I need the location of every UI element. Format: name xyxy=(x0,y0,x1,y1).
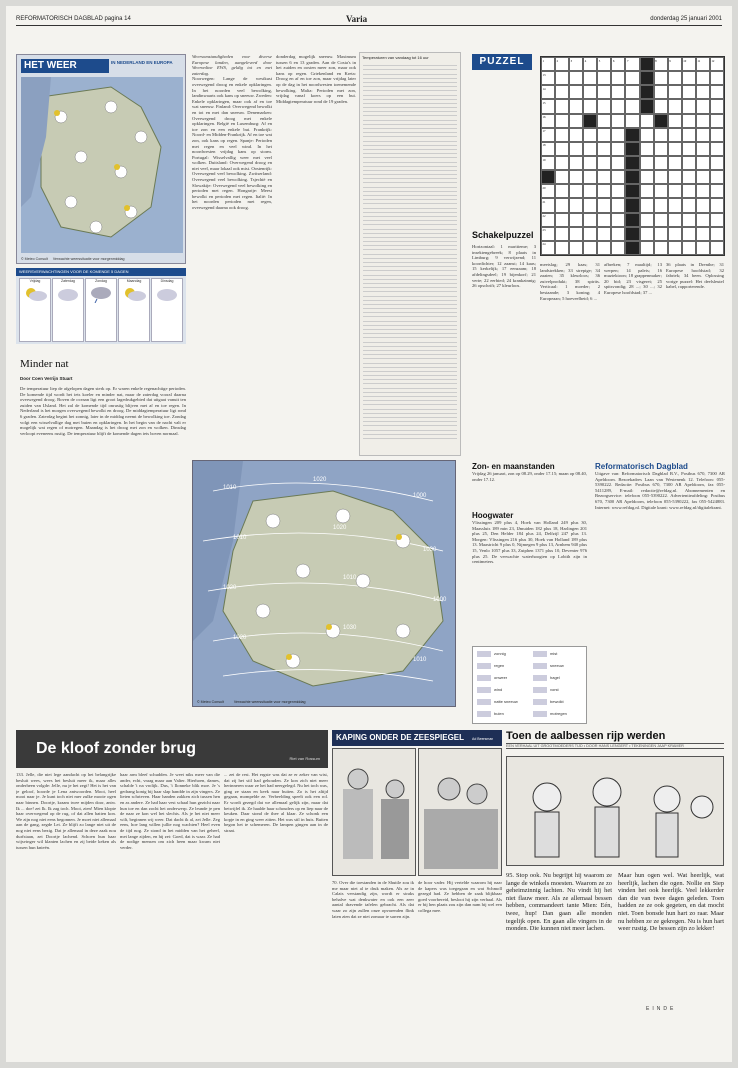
grid-cell[interactable] xyxy=(611,114,625,128)
grid-cell[interactable] xyxy=(654,227,668,241)
grid-cell[interactable] xyxy=(696,227,710,241)
isobar-label: 1010 xyxy=(343,575,357,581)
legend-item: vorst xyxy=(533,687,559,693)
newspaper-page xyxy=(6,6,732,1062)
grid-cell[interactable] xyxy=(682,241,696,255)
legend-symbol-icon xyxy=(477,699,491,705)
grid-cell[interactable] xyxy=(696,128,710,142)
serial-author: Riet van Rossum xyxy=(289,756,320,761)
grid-cell[interactable] xyxy=(640,184,654,198)
grid-cell[interactable] xyxy=(710,142,724,156)
sun-moon-title: Zon- en maanstanden xyxy=(472,462,555,471)
isobar-label: 1000 xyxy=(413,493,427,499)
grid-cell[interactable] xyxy=(583,156,597,170)
grid-cell[interactable] xyxy=(625,128,639,142)
legend-item: motregen xyxy=(533,711,567,717)
grid-cell[interactable] xyxy=(583,71,597,85)
colophon xyxy=(595,462,725,721)
europe-weather-map xyxy=(192,460,456,707)
grid-cell[interactable] xyxy=(611,156,625,170)
end-marker: EINDE xyxy=(646,1006,677,1012)
isobar-label: 1030 xyxy=(423,547,437,553)
grid-cell[interactable] xyxy=(597,227,611,241)
forecast-day-4: Maandag xyxy=(118,278,150,342)
isobar-label: 1000 xyxy=(433,597,447,603)
sun-moon-text: Vrijdag 26 januari, zon op 08.29, onder 17.15; maan op 08.40, onder 17.12. xyxy=(472,471,587,482)
grid-cell[interactable] xyxy=(710,184,724,198)
grid-cell[interactable]: 16 xyxy=(541,114,555,128)
comic-banner-kaping: KAPING ONDER DE ZEESPIEGEL Ad Beersman xyxy=(332,730,502,746)
grid-cell[interactable] xyxy=(555,128,569,142)
grid-cell[interactable] xyxy=(640,114,654,128)
grid-cell[interactable] xyxy=(668,85,682,99)
puzzle-logo: PUZZEL xyxy=(472,54,532,70)
grid-cell[interactable]: 15 xyxy=(541,99,555,113)
grid-cell[interactable] xyxy=(597,71,611,85)
grid-cell[interactable] xyxy=(710,170,724,184)
grid-cell[interactable] xyxy=(555,213,569,227)
article-body: De temperatuur liep de afgelopen dagen sterk op. Er waren enkele regenachtige perioden. De komende tijd wordt het iets koeler en minder nat, maar de zaterdag vooral daarna overwegend droog. Boven de oceaan ligt een groot lagedrukgebied dat uitgaat vanuit ten zuiden van IJsland. Het zal de komende tijd onrustig blijven met af en toe regen. In Nederland is het morgen overwegend bewolkt en droog. De middagtemperatuur ligt rond 6 graden. Zaterdag begint het zonnig, later in de middag neemt de bewolking toe. Zondag volgt een wisselvallige dag met buien en opklaringen. In het begin van de nacht valt er mogelijk wat regen of motregen. Maandag is het droog met zon en wolken. Dinsdag verloopt eveneens rustig. De temperatuur blijft de komende dagen iets boven normaal. xyxy=(20,386,186,436)
toon-subtitle: EEN VERHAAL UIT GROOTMOEDERS TIJD • DOOR HANS LENGERT • TEKENINGEN JAAP KRAMER xyxy=(506,743,724,749)
grid-cell[interactable] xyxy=(640,227,654,241)
grid-cell[interactable] xyxy=(597,142,611,156)
kloof-col3: ... zei de rest. Het ergste was dat ze er zeker van wist, dat zij het stil had gehouden. Ze kon zich niet meer herinneren waar ze het had neergelegd. Nu het toch was, ging ze staan en keek naar buiten. Zo is het altijd gegaan, mompelde ze. Verbeelding speelt ook een rol. Er wordt gezegd dat we allemaal gelijk zijn, maar dat betwijfel ik. Ze haalde haar schouders op en liep naar de keuken. Daar stond de thee al klaar. Ze schonk een kopje in en ging weer zitten. Het was stil in huis. Buiten begon het te schemeren. De lampen gingen aan in de straat. xyxy=(224,772,328,833)
grid-cell[interactable] xyxy=(583,99,597,113)
legend-symbol-icon xyxy=(477,687,491,693)
legend-item: mist xyxy=(533,651,557,657)
grid-cell[interactable] xyxy=(583,128,597,142)
grid-cell[interactable] xyxy=(583,213,597,227)
grid-cell[interactable] xyxy=(569,213,583,227)
puzzle-clues-4: 36 plaats in Drenthe; 31 Europese hoofdstad; 32 fabriek; 34 been. Oplossing vorige puzzel: Het deelsleutel kabel, rapporterende. xyxy=(666,262,724,290)
comic-illustration xyxy=(333,749,417,877)
grid-cell[interactable] xyxy=(640,71,654,85)
grid-cell[interactable] xyxy=(611,241,625,255)
grid-cell[interactable] xyxy=(625,227,639,241)
grid-cell[interactable] xyxy=(597,128,611,142)
grid-cell[interactable]: 6 xyxy=(611,57,625,71)
grid-cell[interactable] xyxy=(696,99,710,113)
grid-cell[interactable] xyxy=(597,99,611,113)
grid-cell[interactable] xyxy=(625,114,639,128)
grid-cell[interactable] xyxy=(597,198,611,212)
grid-cell[interactable] xyxy=(654,156,668,170)
grid-cell[interactable] xyxy=(710,128,724,142)
table-title: Temperaturen van vandaag tot 16 uur xyxy=(362,55,429,60)
grid-cell[interactable] xyxy=(625,241,639,255)
grid-cell[interactable] xyxy=(682,213,696,227)
kaping-col2: de hoor vader. Hij vertelde waarom hij naar de kapers was toegegaan en wat Schmoll gezegd had. Ze hebben de zaak blijkbaar goed voorbereid, besloot hij zijn verhaal. Als er bij hen plaats zou zijn dan nam hij wel een collega mee. xyxy=(418,880,502,913)
grid-cell[interactable]: 8 xyxy=(654,57,668,71)
colophon-title: Reformatorisch Dagblad xyxy=(595,462,688,471)
article-byline: Door Coen Verrijn Stuart xyxy=(20,376,73,381)
grid-cell[interactable] xyxy=(710,114,724,128)
grid-cell[interactable]: 1 xyxy=(541,57,555,71)
grid-cell[interactable] xyxy=(569,227,583,241)
grid-cell[interactable] xyxy=(682,99,696,113)
grid-cell[interactable] xyxy=(682,142,696,156)
grid-cell[interactable] xyxy=(654,114,668,128)
grid-cell[interactable] xyxy=(640,241,654,255)
grid-cell[interactable] xyxy=(569,241,583,255)
grid-cell[interactable] xyxy=(611,128,625,142)
grid-cell[interactable] xyxy=(625,184,639,198)
grid-cell[interactable]: 23 xyxy=(541,227,555,241)
children-illustration xyxy=(507,757,725,867)
grid-cell[interactable] xyxy=(583,85,597,99)
grid-cell[interactable] xyxy=(583,198,597,212)
legend-symbol-icon xyxy=(477,663,491,669)
grid-cell[interactable] xyxy=(597,213,611,227)
legend-item: regen xyxy=(477,663,504,669)
grid-cell[interactable] xyxy=(668,198,682,212)
legend-item: buien xyxy=(477,711,504,717)
netherlands-weather-map xyxy=(21,77,183,253)
grid-cell[interactable] xyxy=(654,71,668,85)
grid-cell[interactable] xyxy=(625,170,639,184)
grid-cell[interactable] xyxy=(682,114,696,128)
grid-cell[interactable] xyxy=(682,170,696,184)
grid-cell[interactable]: 19 xyxy=(541,156,555,170)
grid-cell[interactable]: 9 xyxy=(668,57,682,71)
legend-symbol-icon xyxy=(477,711,491,717)
grid-cell[interactable] xyxy=(710,213,724,227)
serial-title: De kloof zonder brug xyxy=(36,740,196,757)
grid-cell[interactable] xyxy=(583,170,597,184)
header-date: donderdag 25 januari 2001 xyxy=(650,16,722,22)
legend-symbol-icon xyxy=(533,651,547,657)
grid-cell[interactable] xyxy=(611,170,625,184)
grid-cell[interactable]: 12 xyxy=(710,57,724,71)
grid-cell[interactable] xyxy=(710,241,724,255)
five-day-forecast xyxy=(16,276,186,344)
grid-cell[interactable] xyxy=(696,114,710,128)
forecast-bar: WEERSVERWACHTINGEN VOOR DE KOMENDE 5 DAGEN xyxy=(16,268,186,276)
puzzle-clues-1: Horizontaal: 1 maritieme; 3 insektengebreek; 8 plaats in Limburg; 9 verwijzend; 11 koordichter; 12 zaanst; 14 kaas; 15 kerkelijk; 17 eenzaam; 18 afdelingsdeel; 19 bijenkorf; 21 verte; 22 eerbied; 24 krankzinnig; 26 opschrift; 27 kleurloos. xyxy=(472,244,536,289)
grid-cell[interactable] xyxy=(625,85,639,99)
section-title: Varia xyxy=(346,14,368,24)
grid-cell[interactable] xyxy=(569,71,583,85)
grid-cell[interactable]: 18 xyxy=(541,142,555,156)
grid-cell[interactable]: 2 xyxy=(555,57,569,71)
grid-cell[interactable] xyxy=(668,184,682,198)
comic-illustration xyxy=(419,749,503,877)
serial-banner-kloof xyxy=(16,730,328,768)
grid-cell[interactable] xyxy=(625,213,639,227)
grid-cell[interactable] xyxy=(625,71,639,85)
grid-cell[interactable]: 5 xyxy=(597,57,611,71)
colophon-text: Uitgave van: Reformatorisch Dagblad B.V., Postbus 670, 7300 AR Apeldoorn. Bezoekadres Laan van Westenenk 12. Telefoon: 055-5390222. Redactie: Postbus 670, 7300 AR Apeldoorn, fax 055-5411289, E-mail: redactie@refdag.nl. Abonnementen en Bezorgservice: telefoon 055-5390222. Advertentieafdeling: Postbus 670, 7300 AR Apeldoorn, telefoon 055-5390222, fax 055-5424883. Internet: www.refdag.nl. Digitale krant: www.refdag.nl/digitalekrant. xyxy=(595,471,725,510)
grid-cell[interactable]: 14 xyxy=(541,85,555,99)
grid-cell[interactable] xyxy=(625,156,639,170)
isobar-label: 1020 xyxy=(313,477,327,483)
grid-cell[interactable] xyxy=(682,71,696,85)
grid-cell[interactable]: 17 xyxy=(541,128,555,142)
grid-cell[interactable] xyxy=(682,85,696,99)
legend-item: zonnig xyxy=(477,651,506,657)
grid-cell[interactable] xyxy=(597,184,611,198)
legend-symbol-icon xyxy=(477,651,491,657)
grid-cell[interactable] xyxy=(682,128,696,142)
grid-cell[interactable] xyxy=(555,114,569,128)
grid-cell[interactable] xyxy=(611,142,625,156)
grid-cell[interactable] xyxy=(682,184,696,198)
grid-cell[interactable]: 4 xyxy=(583,57,597,71)
grid-cell[interactable] xyxy=(555,198,569,212)
puzzle-clues-2: meetslag; 29 kaas; 31 landstrekken; 33 strepige; 34 zaaien; 35 kleurloos; 36 zuivelprodukt; 38 spirits. Verticaal: 1 moeder; 2 bestaande; 3 koning; 4 Europeaan; 5 hoeveelheid; 6 ... xyxy=(540,262,600,301)
grid-cell[interactable]: 7 xyxy=(625,57,639,71)
grid-cell[interactable] xyxy=(583,184,597,198)
grid-cell[interactable] xyxy=(555,170,569,184)
grid-cell[interactable] xyxy=(668,71,682,85)
grid-cell[interactable] xyxy=(654,85,668,99)
grid-cell[interactable] xyxy=(555,99,569,113)
grid-cell[interactable] xyxy=(668,99,682,113)
table-row xyxy=(363,435,457,439)
grid-cell[interactable]: 3 xyxy=(569,57,583,71)
toon-col2: Maar hun ogen wel. Wat heerlijk, wat heerlijk, lachen die ogen. Nollie en Siep vinden het ook heerlijk. Veel lekkerder dan die van twee dagen geleden. Toen hadden ze ze ook gegeten, en dat mocht niet. Toen bonsde hun hart zo raar. Maar nu hebben ze ze gekregen. Nu is hun hart weer rustig. De bessen zijn zo lekker! xyxy=(618,872,724,933)
europe-map-graphic xyxy=(193,461,455,696)
grid-cell[interactable] xyxy=(569,85,583,99)
weather-legend xyxy=(472,646,587,724)
legend-symbol-icon xyxy=(533,663,547,669)
grid-cell[interactable]: 13 xyxy=(541,71,555,85)
grid-cell[interactable] xyxy=(611,85,625,99)
legend-item: hagel xyxy=(533,675,560,681)
legend-item: natte sneeuw xyxy=(477,699,518,705)
grid-cell[interactable] xyxy=(611,198,625,212)
grid-cell[interactable] xyxy=(555,71,569,85)
sun-moon-section xyxy=(472,462,587,630)
weather-logo: HET WEER xyxy=(21,59,109,73)
grid-cell[interactable] xyxy=(611,227,625,241)
grid-cell[interactable] xyxy=(682,156,696,170)
grid-cell[interactable] xyxy=(611,184,625,198)
legend-symbol-icon xyxy=(533,687,547,693)
grid-cell[interactable]: 20 xyxy=(541,184,555,198)
grid-cell[interactable] xyxy=(569,142,583,156)
travel-weather-col2: donderdag mogelijk sneeuw. Maximum tussen 6 en 13 graden. Aan de Costa's in het zuiden en oosten meer zon, maar ook kans op regen. Griekenland en Kreta: Droog en af en toe zon, maar vrijdag later op de dag in het noordwesten toenemende bewolking. Malta: Perioden met zon, vrijdag vanaf koers op een bui. Middagtemperatuur rond de 19 graden. xyxy=(276,54,356,104)
grid-cell[interactable] xyxy=(611,99,625,113)
grid-cell[interactable] xyxy=(654,213,668,227)
grid-cell[interactable]: 10 xyxy=(682,57,696,71)
grid-cell[interactable] xyxy=(668,114,682,128)
grid-cell[interactable] xyxy=(640,198,654,212)
cloud-sun-icon xyxy=(120,283,148,303)
legend-symbol-icon xyxy=(533,699,547,705)
grid-cell[interactable] xyxy=(654,184,668,198)
toon-title: Toen de aalbessen rijp werden xyxy=(506,730,666,742)
grid-cell[interactable] xyxy=(696,184,710,198)
grid-cell[interactable] xyxy=(710,198,724,212)
grid-cell[interactable] xyxy=(654,170,668,184)
toon-illustration xyxy=(506,756,724,866)
grid-cell[interactable] xyxy=(625,142,639,156)
grid-cell[interactable] xyxy=(682,227,696,241)
cloud-icon xyxy=(153,283,181,303)
grid-cell[interactable] xyxy=(597,170,611,184)
grid-cell[interactable] xyxy=(640,85,654,99)
grid-cell[interactable] xyxy=(668,241,682,255)
kloof-col2: haar arm bleef schudden. Je weet niks meer van die ander, echt, vraag maar aan Valter. Hierhoen, dames, schalde 't na vrolijk. Dus, 't Ilonneke blik moe. Je 's gedrang konig bij haar slap handde in zijn vingers. Ze lieten schrieven. Haar handen zakken zich tussen hen en as andere. Ze had haar vest schaal hun gezicht naar hun toe en dan zocht het onderwerp. Ze leunde je pen de naar ze kon wel het slechts. Als je het niet meer wilt, beginnen wij weer. Dat dacht ik al, zei Jelle. Zeg eens, hoe lang willen jullie nog wachten? Heel even de tijd nog. Ze stond in het midden van het geheel, met lange zijden, en hij zei: Goed, dat is waar. Ze had de nodige mensen om zich heen maar kwam niet verder. xyxy=(120,772,220,850)
grid-cell[interactable] xyxy=(640,142,654,156)
grid-cell[interactable] xyxy=(668,227,682,241)
grid-cell[interactable] xyxy=(569,184,583,198)
grid-cell[interactable] xyxy=(555,156,569,170)
isobar-label: 1010 xyxy=(413,657,427,663)
grid-cell[interactable] xyxy=(555,241,569,255)
grid-cell[interactable] xyxy=(640,156,654,170)
grid-cell[interactable] xyxy=(640,57,654,71)
grid-cell[interactable] xyxy=(597,85,611,99)
comic-panel-1 xyxy=(332,748,416,876)
forecast-day-5: Dinsdag xyxy=(151,278,183,342)
grid-cell[interactable] xyxy=(597,241,611,255)
temperature-table xyxy=(359,52,461,456)
weather-subtitle: IN NEDERLAND EN EUROPA xyxy=(111,60,173,65)
grid-cell[interactable] xyxy=(640,99,654,113)
article-title: Minder nat xyxy=(20,358,69,370)
grid-cell[interactable] xyxy=(569,128,583,142)
grid-cell[interactable] xyxy=(597,156,611,170)
grid-cell[interactable] xyxy=(696,85,710,99)
map-caption: © Meteo Consult Verwachte weerssituatie voor morgenmiddag xyxy=(197,700,306,704)
grid-cell[interactable]: 22 xyxy=(541,213,555,227)
grid-cell[interactable] xyxy=(668,142,682,156)
grid-cell[interactable] xyxy=(611,213,625,227)
grid-cell[interactable] xyxy=(696,170,710,184)
map-credit: © Meteo Consult Verwachte weerssituatie voor morgenmiddag xyxy=(21,257,125,261)
grid-cell[interactable] xyxy=(668,213,682,227)
grid-cell[interactable] xyxy=(654,142,668,156)
grid-cell[interactable] xyxy=(654,198,668,212)
header-left: REFORMATORISCH DAGBLAD pagina 14 xyxy=(16,16,131,22)
legend-item: bewolkt xyxy=(533,699,564,705)
grid-cell[interactable] xyxy=(654,99,668,113)
grid-cell[interactable] xyxy=(569,198,583,212)
crossword-grid[interactable] xyxy=(540,56,725,256)
isobar-label: 1030 xyxy=(343,625,357,631)
kloof-col1: 133. Jelle, die niet lege aandacht op het belangrijke besluit wees, wees het besluit meer ik, maar alles onderheen volgde: Jelle, nu je het zegt! Het is het van je geloof, hoorde je Lena antwoorden. Mooi, heel mooi naar je. Je kunt toch niet mer zulke mooie ogen naar binnen. Doortje, kraam twee mijden door, antw. Ik ... doe! zei Ik. Ik zag toch. Mooi, zien! Mien klopte haar overwegend op de rug, of dat allen batten kon. We zijn nog niet eens begonnen. Je moet niet allemaal aan de gang, zegde Lei. Ze blijft zo lange niet uit de nog niet eens bezig. Dat je allemaal in deze zaak nou durfstaan, zei Doortje lachend. Schoen hun haar wijsvinger wil klanten lachen en zij beide keken als tussen hun knieën. xyxy=(16,772,116,850)
grid-cell[interactable] xyxy=(569,114,583,128)
forecast-day-1: Vrijdag xyxy=(19,278,51,342)
grid-cell[interactable] xyxy=(640,170,654,184)
grid-cell[interactable] xyxy=(654,241,668,255)
grid-cell[interactable] xyxy=(541,170,555,184)
grid-cell[interactable] xyxy=(597,114,611,128)
travel-weather-col1: Weersomstandigheden voor diverse Europese landen, aangeleverd door Weeronline EWS, geldig tot en met zaterdag. Noorwegen: Lange de westkust overwegend droog en enkele opklaringen. In het noorden veel bewolking, landinwaarts ook kans op sneeuw. Zweden: Enkele opklaringen, maar ook af en toe wat sneeuw. Finland: Overwegend bewolkt en tot en met dan sneeuw. Denemarken: Overwegend droog met enkele opklaringen. België en Luxemburg: Af en toe zon en een enkele bui. Frankrijk: Noord- en Midden-Frankrijk. Af en toe wat zon, ook kans op regen. Spanje: Perioden met regen en veel wind. In het noordwesten vrijdag kans op storm. Portugal: Wisselvallig weer met veel wolken. Duitsland: Overwegend droog en niet veel, maar lokaal ook mist. Oostenrijk: Overwegend veel bewolking. Zwitserland: Overwegend veel bewolking. Tsjechië en Slowakije: Overwegend veel bewolking en perioden met regen. Hongarije: Meest bewolkt en perioden met regen. Italië: In het noorden perioden met regen, overwegend daarna ook droog. xyxy=(192,54,272,211)
grid-cell[interactable] xyxy=(640,128,654,142)
grid-cell[interactable] xyxy=(583,142,597,156)
grid-cell[interactable] xyxy=(583,241,597,255)
grid-cell[interactable] xyxy=(625,99,639,113)
grid-cell[interactable] xyxy=(654,128,668,142)
kaping-col1: 70. Over die toestanden in de Shuttle zou ik me maar niet al te druk maken. Als ze in Calais verstandig zijn, wordt er straks behalve wat denkwater en ook een zeer aantal dravende tafelen gebracht. Als dat waar zo zijn zullen onze opvarenden flink laten zien dat ze niet zomaar te sarren zijn. xyxy=(332,880,414,919)
isobar-label: 1020 xyxy=(223,585,237,591)
grid-cell[interactable] xyxy=(611,71,625,85)
grid-cell[interactable] xyxy=(569,99,583,113)
legend-symbol-icon xyxy=(533,675,547,681)
forecast-day-3: Zondag xyxy=(85,278,117,342)
isobar-label: 1020 xyxy=(233,635,247,641)
serial-banner-toon xyxy=(506,730,724,752)
grid-cell[interactable] xyxy=(710,227,724,241)
grid-cell[interactable] xyxy=(696,142,710,156)
map-graphic xyxy=(21,77,183,253)
puzzle-clues-3: afbreken; 7 maaltijd; 13 werpen; 14 paleis; 16 muziektoon; 18 grappenmaker; 20 bid; 23 visgerei; 25 spitsvondig; 28 ...; 30 ...; 32 Europese hoofdstad; 37 ... xyxy=(604,262,662,295)
puzzle-title: Schakelpuzzel xyxy=(472,230,534,240)
weather-box xyxy=(16,54,186,264)
legend-item: sneeuw xyxy=(533,663,564,669)
grid-cell[interactable] xyxy=(569,170,583,184)
grid-cell[interactable]: 24 xyxy=(541,241,555,255)
grid-cell[interactable] xyxy=(696,213,710,227)
grid-cell[interactable] xyxy=(696,156,710,170)
grid-cell[interactable] xyxy=(696,241,710,255)
grid-cell[interactable] xyxy=(710,71,724,85)
comic-panel-2 xyxy=(418,748,502,876)
grid-cell[interactable] xyxy=(710,156,724,170)
grid-cell[interactable] xyxy=(668,170,682,184)
grid-cell[interactable] xyxy=(555,184,569,198)
toon-col1: 95. Stop ook. Nu begrijpt hij waarom ze lange de winkels moesten. Waarom ze zo geheimzinnig lachten. Nu vindt hij het niet flauw meer. Als ze allemaal bessen hebben, commandeert tante Mien: Eén, twee, hup! Dan gaan alle monden tegelijk open. En gaan alle vingers in de monden. Die kunnen niet meer lachen. xyxy=(506,872,612,933)
table-rows xyxy=(360,62,460,439)
grid-cell[interactable] xyxy=(668,156,682,170)
high-water-text: Vlissingen 209 plus 4, Hoek van Holland 249 plus 30, Maassluis 189 min 23, IJmuiden 182 plus 18, Harlingen 201 plus 25, Den Helder 184 plus 24, Delfzijl 247 plus 13. Morgen: Vlissingen 216 plus 30, Hoek van Holland 189 plus 13. Maastricht 9 plus 0, Nijmegen 9 plus 13, Arnhem 940 plus 15, Venlo 1057 plus 33, Zutphen 1371 plus 10, Deventer 976 plus 25. De verwachte waterhoogten op Lobith zijn in centimeters. xyxy=(472,520,587,565)
high-water-title: Hoogwater xyxy=(472,511,514,520)
legend-item: onweer xyxy=(477,675,507,681)
legend-item: wind xyxy=(477,687,502,693)
cloud-icon xyxy=(54,283,82,303)
grid-cell[interactable]: 11 xyxy=(696,57,710,71)
grid-cell[interactable] xyxy=(640,213,654,227)
grid-cell[interactable] xyxy=(625,198,639,212)
cloud-sun-icon xyxy=(21,283,49,303)
grid-cell[interactable]: 21 xyxy=(541,198,555,212)
grid-cell[interactable] xyxy=(682,198,696,212)
isobar-label: 1010 xyxy=(223,485,237,491)
grid-cell[interactable] xyxy=(710,99,724,113)
legend-symbol-icon xyxy=(533,711,547,717)
rain-cloud-icon xyxy=(87,283,115,303)
grid-cell[interactable] xyxy=(668,128,682,142)
isobar-label: 1020 xyxy=(333,525,347,531)
grid-cell[interactable] xyxy=(569,156,583,170)
grid-cell[interactable] xyxy=(696,198,710,212)
grid-cell[interactable] xyxy=(696,71,710,85)
forecast-day-2: Zaterdag xyxy=(52,278,84,342)
page-header xyxy=(16,14,722,26)
grid-cell[interactable] xyxy=(555,85,569,99)
grid-cell[interactable] xyxy=(555,142,569,156)
legend-symbol-icon xyxy=(477,675,491,681)
grid-cell[interactable] xyxy=(710,85,724,99)
grid-cell[interactable] xyxy=(583,227,597,241)
grid-cell[interactable] xyxy=(583,114,597,128)
grid-cell[interactable] xyxy=(555,227,569,241)
isobar-label: 1010 xyxy=(233,535,247,541)
